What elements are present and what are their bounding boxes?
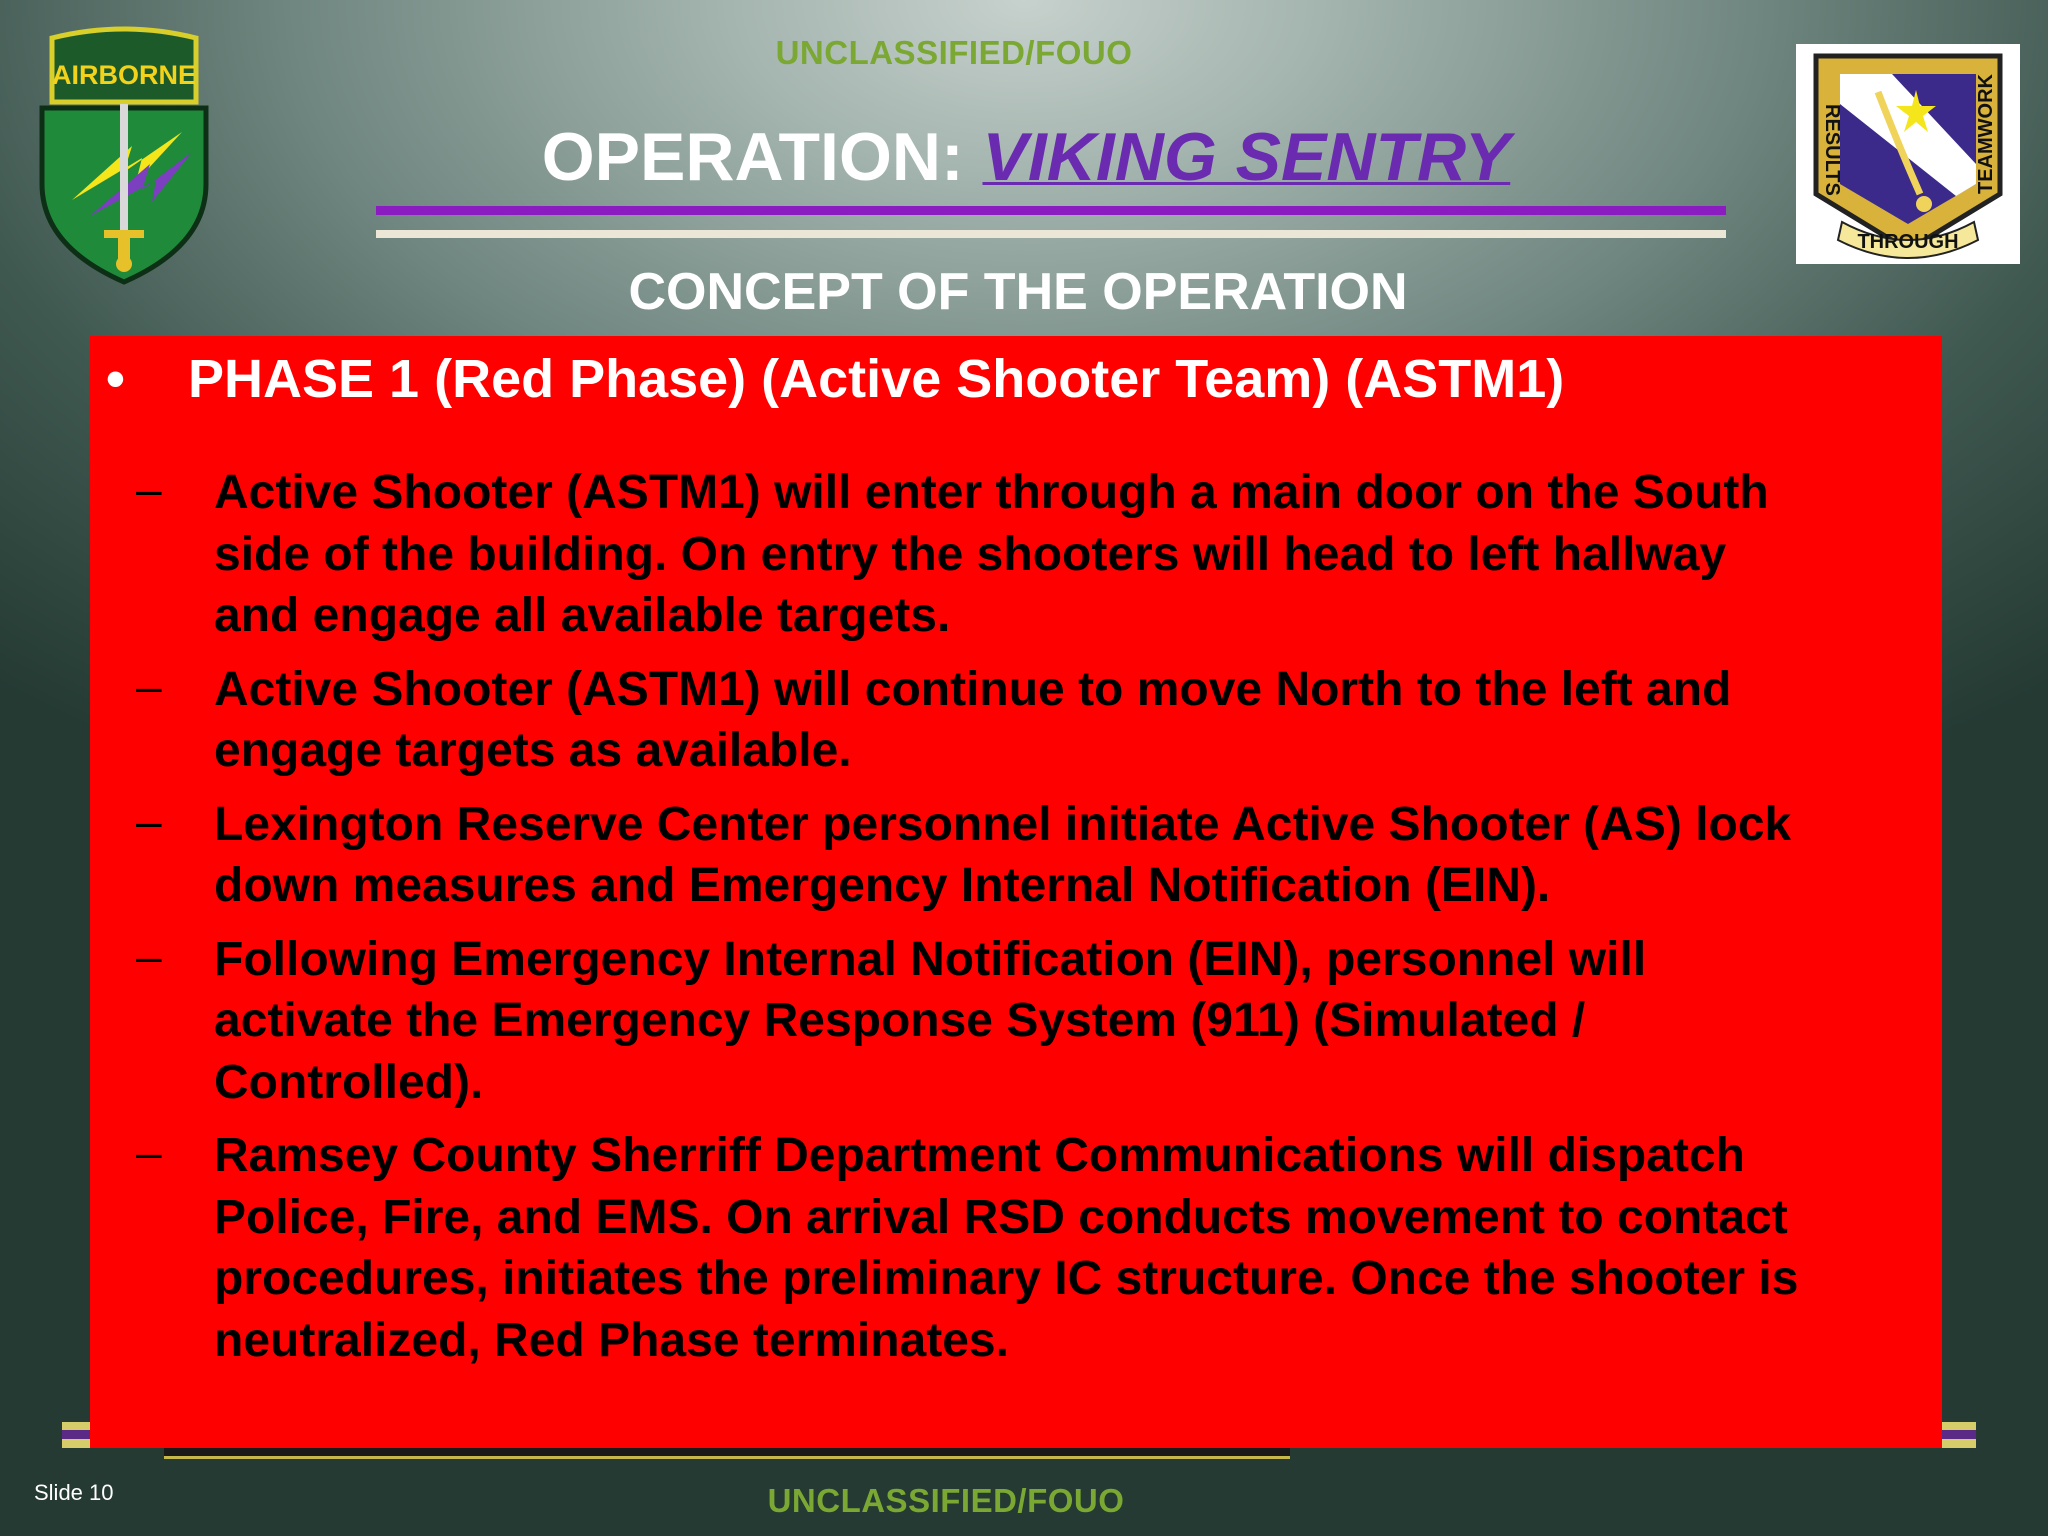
operation-name: VIKING SENTRY — [982, 119, 1511, 195]
title-prefix: OPERATION: — [541, 119, 983, 195]
crest-text-left: RESULTS — [1821, 104, 1843, 196]
item-line: engage targets as available. — [214, 724, 852, 777]
slide-number: Slide 10 — [34, 1480, 114, 1505]
list-item — [132, 659, 1922, 782]
item-line: Ramsey County Sherriff Department Communications will dispatch — [214, 1129, 1745, 1182]
item-line: neutralized, Red Phase terminates. — [214, 1313, 1009, 1367]
item-dash: – — [136, 659, 162, 712]
list-item — [132, 794, 1922, 917]
airborne-tab-text: AIRBORNE — [51, 60, 197, 90]
item-line: Active Shooter (ASTM1) will enter through a main door on the South — [214, 466, 1769, 519]
item-line: activate the Emergency Response System (911) (Simulated / — [214, 994, 1586, 1047]
item-line: side of the building. On entry the shooters will head to left hallway — [214, 527, 1727, 581]
list-item — [132, 929, 1922, 1114]
title-rule-cream — [376, 230, 1726, 238]
classification-bottom: UNCLASSIFIED/FOUO — [767, 1482, 1125, 1519]
item-line: Police, Fire, and EMS. On arrival RSD conducts movement to contact — [214, 1190, 1788, 1244]
slide-subtitle: CONCEPT OF THE OPERATION — [628, 263, 1408, 321]
classification-top: UNCLASSIFIED/FOUO — [775, 34, 1133, 71]
phase-bullet: • — [106, 349, 125, 409]
item-line: and engage all available targets. — [214, 589, 951, 642]
list-item — [132, 462, 1922, 647]
item-dash: – — [136, 1126, 162, 1178]
item-line: down measures and Emergency Internal Notification (EIN). — [214, 859, 1551, 912]
slide-title — [376, 118, 1676, 196]
item-line: Following Emergency Internal Notification (EIN), personnel will — [214, 932, 1647, 986]
unit-crest-icon — [1796, 44, 2020, 264]
list-item — [132, 1125, 1922, 1371]
item-line: procedures, initiates the preliminary IC structure. Once the shooter is — [214, 1252, 1799, 1305]
title-rule-purple — [376, 206, 1726, 215]
item-line: Controlled). — [214, 1055, 484, 1109]
item-dash: – — [136, 929, 162, 982]
phase-heading-text: PHASE 1 (Red Phase) (Active Shooter Team) (ASTM1) — [188, 349, 1565, 409]
item-line: Active Shooter (ASTM1) will continue to move North to the left and — [214, 662, 1732, 716]
crest-text-bottom: THROUGH — [1857, 231, 1959, 253]
phase-heading — [106, 348, 1564, 410]
phase-item-list — [132, 462, 1922, 1383]
item-line: Lexington Reserve Center personnel initiate Active Shooter (AS) lock — [214, 797, 1792, 851]
item-dash: – — [136, 463, 162, 515]
airborne-shield-icon — [32, 24, 216, 286]
item-dash: – — [136, 794, 162, 847]
crest-text-right: TEAMWORK — [1975, 74, 1997, 194]
